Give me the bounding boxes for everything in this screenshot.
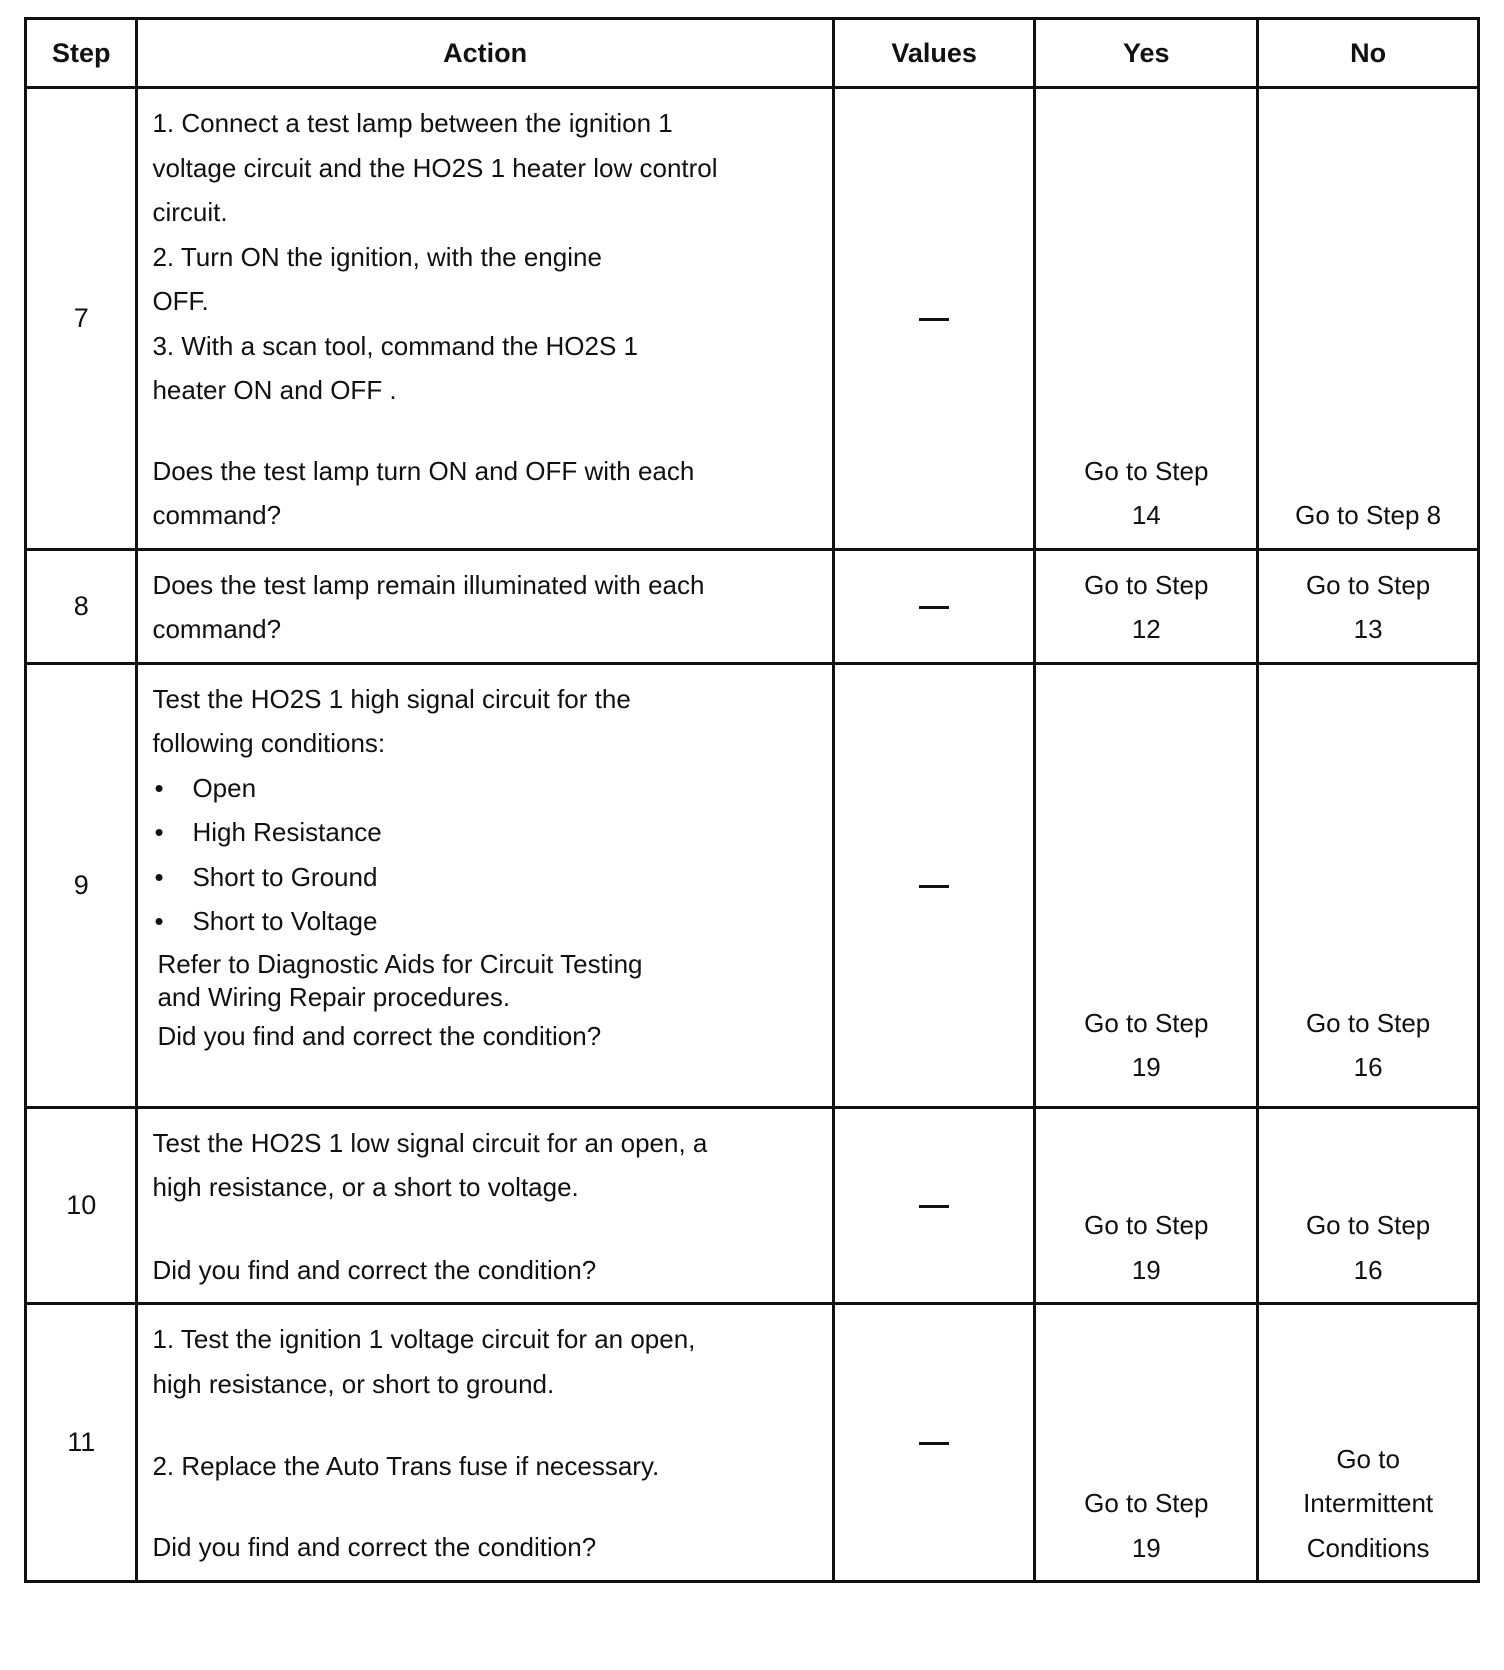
value-cell <box>833 1304 1034 1582</box>
action-cell <box>137 1107 833 1304</box>
yes-goto: Go to Step <box>1084 569 1209 600</box>
value-dash <box>919 318 949 321</box>
no-goto: Go to Step 8 <box>1295 500 1442 530</box>
value-dash <box>919 1205 949 1208</box>
value-cell <box>833 1107 1034 1304</box>
value-cell <box>833 88 1034 550</box>
yes-step: 19 <box>1131 1532 1161 1563</box>
yes-cell <box>1035 549 1258 663</box>
refer-line: Refer to Diagnostic Aids for Circuit Testing <box>157 948 643 979</box>
value-cell <box>833 663 1034 1107</box>
no-step: 13 <box>1353 614 1383 644</box>
yes-goto: Go to Step <box>1084 1007 1209 1038</box>
action-question: Does the test lamp turn ON and OFF with each <box>152 455 695 486</box>
action-line: 2. Replace the Auto Trans fuse if necessary. <box>152 1451 660 1481</box>
table-row-step-9 <box>26 663 1479 1107</box>
step-number: 8 <box>26 549 137 663</box>
no-cell <box>1258 88 1479 550</box>
refer-line: and Wiring Repair procedures. <box>157 981 511 1012</box>
action-question: Does the test lamp remain illuminated with each <box>152 569 705 600</box>
action-cell <box>137 1304 833 1582</box>
no-cell <box>1258 1107 1479 1304</box>
step-number: 7 <box>26 88 137 550</box>
yes-cell <box>1035 1304 1258 1582</box>
bullet-item: • Short to Voltage <box>154 906 378 936</box>
action-question: Did you find and correct the condition? <box>157 1020 602 1051</box>
bullet-item: • Open <box>154 772 257 803</box>
action-question: Did you find and correct the condition? <box>152 1254 597 1285</box>
refer-note <box>152 948 817 1058</box>
no-cell <box>1258 663 1479 1107</box>
yes-goto: Go to Step <box>1084 1210 1209 1240</box>
bullet-item: • High Resistance <box>154 817 382 847</box>
yes-cell <box>1035 88 1258 550</box>
yes-cell <box>1035 663 1258 1107</box>
action-line: 2. Turn ON the ignition, with the engine <box>152 241 602 272</box>
action-question: command? <box>152 500 282 530</box>
yes-goto: Go to Step <box>1084 1488 1209 1518</box>
no-intermittent: Intermittent <box>1303 1488 1434 1518</box>
step-number: 9 <box>26 663 137 1107</box>
yes-cell <box>1035 1107 1258 1304</box>
value-dash <box>919 606 949 609</box>
action-line: Test the HO2S 1 high signal circuit for the <box>152 683 631 714</box>
action-cell <box>137 549 833 663</box>
bullet-item: • Short to Ground <box>154 861 378 892</box>
action-line: high resistance, or short to ground. <box>152 1368 555 1399</box>
yes-goto: Go to Step <box>1084 455 1209 486</box>
yes-step: 19 <box>1131 1052 1161 1082</box>
table-row-step-7 <box>26 88 1479 550</box>
no-goto: Go to Step <box>1305 1210 1431 1240</box>
table-row-step-10 <box>26 1107 1479 1304</box>
action-cell <box>137 88 833 550</box>
no-step: 16 <box>1353 1052 1383 1082</box>
table-row-step-11 <box>26 1304 1479 1582</box>
yes-step: 12 <box>1131 614 1161 644</box>
header-step: Step <box>26 19 137 88</box>
yes-step: 14 <box>1131 500 1161 530</box>
action-line: Test the HO2S 1 low signal circuit for an open, a <box>152 1127 708 1158</box>
action-line: following conditions: <box>152 728 386 758</box>
no-conditions: Conditions <box>1306 1532 1430 1563</box>
no-goto: Go to Step <box>1305 1007 1431 1038</box>
action-line: heater ON and OFF . <box>152 375 397 405</box>
no-step: 16 <box>1353 1254 1383 1285</box>
diagnostic-table-container <box>24 17 1480 1583</box>
action-line: 3. With a scan tool, command the HO2S 1 <box>152 330 638 361</box>
action-line: 1. Connect a test lamp between the ignition 1 <box>152 108 673 138</box>
table-row-step-8 <box>26 549 1479 663</box>
header-no: No <box>1258 19 1479 88</box>
action-question: Did you find and correct the condition? <box>152 1531 597 1562</box>
action-line: high resistance, or a short to voltage. <box>152 1172 579 1202</box>
value-dash <box>919 885 949 888</box>
action-cell <box>137 663 833 1107</box>
action-line: OFF. <box>152 286 209 316</box>
action-line: voltage circuit and the HO2S 1 heater low control <box>152 152 718 183</box>
step-number: 10 <box>26 1107 137 1304</box>
step-number: 11 <box>26 1304 137 1582</box>
no-cell <box>1258 1304 1479 1582</box>
diagnostic-table <box>24 17 1480 1583</box>
no-goto: Go to Step <box>1305 569 1431 600</box>
no-goto: Go to <box>1336 1443 1400 1474</box>
value-cell <box>833 549 1034 663</box>
table-header-row <box>26 19 1479 88</box>
value-dash <box>919 1442 949 1445</box>
header-yes: Yes <box>1035 19 1258 88</box>
yes-step: 19 <box>1131 1254 1161 1285</box>
action-line: 1. Test the ignition 1 voltage circuit for an open, <box>152 1324 696 1354</box>
header-action: Action <box>137 19 833 88</box>
no-cell <box>1258 549 1479 663</box>
action-question: command? <box>152 614 282 644</box>
action-line: circuit. <box>152 197 228 227</box>
header-values: Values <box>833 19 1034 88</box>
